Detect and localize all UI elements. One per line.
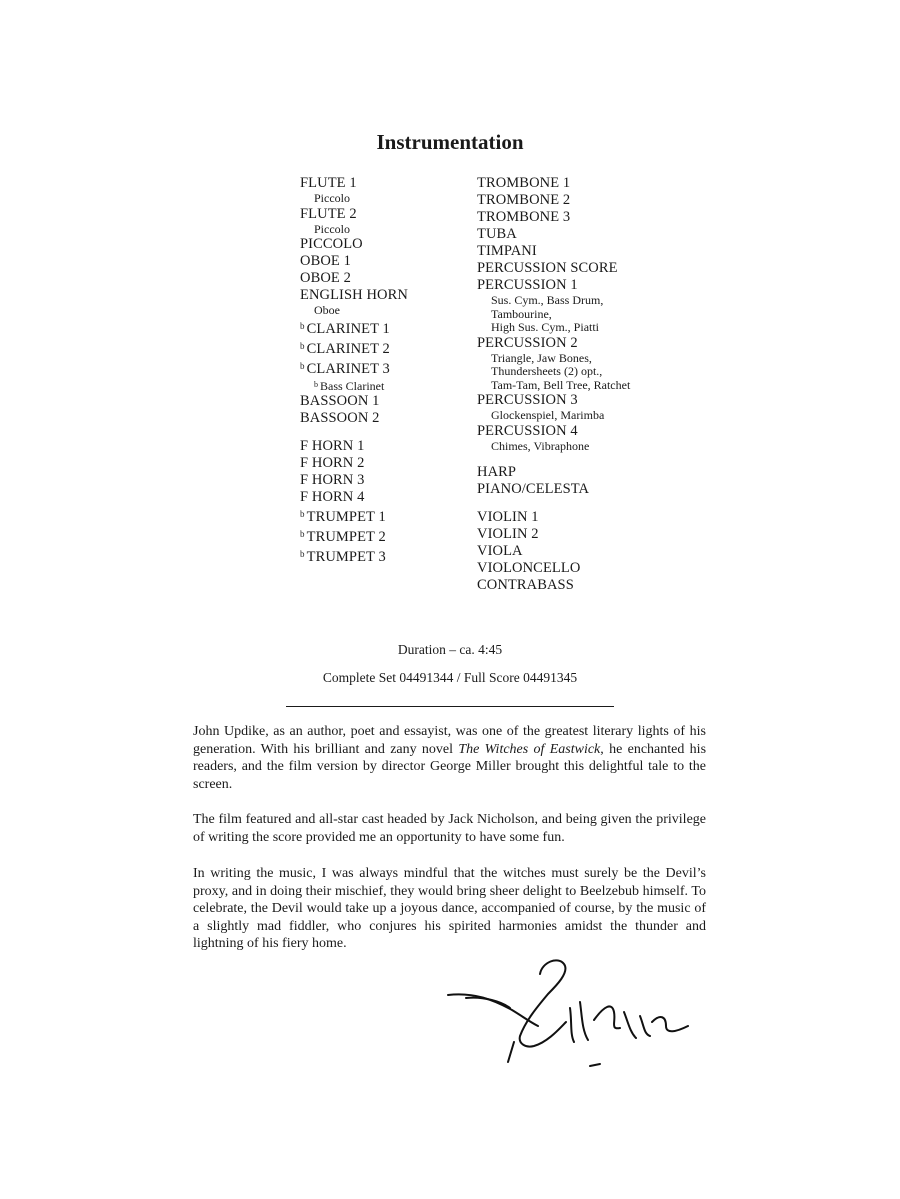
- instrument-entry: [300, 287, 408, 304]
- instrument-label: TROMBONE 2: [477, 192, 571, 208]
- page-title: Instrumentation: [376, 130, 524, 154]
- instrument-label: TROMBONE 3: [477, 209, 571, 225]
- section-gap: [300, 427, 408, 438]
- section-gap: [477, 453, 630, 464]
- signature-stroke: [508, 1042, 514, 1062]
- notes-text: In writing the music, I was always mindful that the witches must surely be the Devil’s proxy, and in doing their mischief, they would bring sheer delight to Beelzebub himself. To celebrate, the Devil would take up a joyous dance, accompanied of course, by the music of a slightly mad fiddler, who conjures his spirited harmonies amidst the thunder and lightning of his fiery home.: [193, 866, 706, 951]
- doubling-label: Chimes, Vibraphone: [491, 438, 590, 453]
- instrument-label: VIOLIN 2: [477, 526, 539, 542]
- instrument-entry: [477, 192, 630, 209]
- doubling-label: Bass Clarinet: [320, 378, 385, 393]
- flat-symbol: b: [300, 360, 305, 371]
- signature-stroke: [570, 1008, 574, 1042]
- instrument-entry: [477, 335, 630, 352]
- notes-paragraph-2: [193, 811, 706, 846]
- instrument-entry: [300, 206, 408, 223]
- instrument-label: VIOLONCELLO: [477, 560, 581, 576]
- instrument-label: F HORN 1: [300, 438, 365, 454]
- instrument-label: TRUMPET 3: [306, 549, 386, 565]
- instrument-label: BASSOON 1: [300, 393, 380, 409]
- doubling-label: Oboe: [314, 303, 340, 317]
- flat-symbol: b: [300, 509, 305, 519]
- instrument-entry: [477, 560, 630, 577]
- instrument-label: PERCUSSION 2: [477, 334, 578, 351]
- instrument-entry: [300, 236, 408, 253]
- instrument-doubling: [477, 365, 630, 379]
- instrument-entry: [477, 277, 630, 294]
- instrument-label: F HORN 3: [300, 472, 365, 488]
- composer-signature: [444, 950, 694, 1075]
- flat-symbol: b: [300, 320, 305, 331]
- instrument-entry: [477, 481, 630, 498]
- instrument-label: PERCUSSION 4: [477, 422, 578, 439]
- instrument-entry: [300, 338, 408, 358]
- instrument-label: F HORN 2: [300, 455, 365, 471]
- instrument-entry: [300, 455, 408, 472]
- instrument-label: CLARINET 1: [306, 320, 390, 337]
- notes-text: John Updike, as an author, poet and essayist, was one of the greatest literary lights of his generation. With his brilliant and zany novel: [193, 724, 706, 757]
- instrument-entry: [300, 526, 408, 546]
- flat-symbol: b: [300, 340, 305, 351]
- duration: Duration – ca. 4:45: [397, 642, 503, 657]
- notes-paragraph-1: [193, 723, 706, 793]
- instrument-list-left: [300, 175, 408, 566]
- instrument-entry: [477, 423, 630, 440]
- instrument-label: TUBA: [477, 226, 517, 242]
- instrument-label: CONTRABASS: [477, 577, 574, 593]
- instrument-label: HARP: [477, 464, 517, 480]
- instrument-entry: [477, 543, 630, 560]
- doubling-label: Tam-Tam, Bell Tree, Ratchet: [491, 377, 631, 392]
- instrument-entry: [477, 577, 630, 594]
- instrument-entry: [300, 270, 408, 287]
- instrument-doubling: [300, 192, 408, 206]
- flat-symbol: b: [314, 379, 318, 389]
- instrument-label: VIOLA: [477, 543, 523, 559]
- instrument-entry: [477, 260, 630, 277]
- doubling-label: Thundersheets (2) opt.,: [491, 364, 603, 378]
- instrument-entry: [477, 464, 630, 481]
- notes-text: , he enchanted his readers, and the film version by director George Miller brought this delightful tale to the screen.: [193, 741, 707, 792]
- instrument-label: BASSOON 2: [300, 410, 380, 426]
- signature-stroke: [594, 1006, 620, 1028]
- instrument-entry: [477, 209, 630, 226]
- signature-stroke: [640, 1016, 650, 1036]
- doubling-label: Glockenspiel, Marimba: [491, 408, 605, 422]
- instrument-entry: [477, 509, 630, 526]
- instrument-entry: [300, 253, 408, 270]
- flat-symbol: b: [300, 549, 305, 559]
- instrument-entry: [300, 506, 408, 526]
- divider: [286, 706, 614, 707]
- instrument-entry: [300, 438, 408, 455]
- instrument-doubling: [300, 223, 408, 237]
- instrument-label: PERCUSSION SCORE: [477, 260, 618, 276]
- instrument-doubling: [300, 304, 408, 318]
- notes-paragraph-3: [193, 865, 706, 953]
- doubling-label: Sus. Cym., Bass Drum,: [491, 293, 604, 307]
- instrument-label: CLARINET 3: [306, 360, 390, 377]
- flat-symbol: b: [300, 529, 305, 539]
- doubling-label: High Sus. Cym., Piatti: [491, 320, 600, 334]
- instrument-doubling: [477, 409, 630, 423]
- instrument-label: PERCUSSION 3: [477, 392, 578, 408]
- instrument-label: OBOE 1: [300, 253, 351, 269]
- instrument-label: TRUMPET 2: [306, 529, 386, 545]
- catalog-numbers: Complete Set 04491344 / Full Score 04491345: [322, 670, 578, 685]
- doubling-label: Triangle, Jaw Bones,: [491, 350, 592, 365]
- instrument-doubling: [477, 308, 630, 322]
- doubling-label: Piccolo: [314, 221, 350, 236]
- instrument-doubling: [300, 378, 408, 394]
- instrument-entry: [300, 318, 408, 338]
- doubling-label: Tambourine,: [491, 306, 552, 321]
- instrument-label: F HORN 4: [300, 489, 365, 505]
- instrument-doubling: [477, 379, 630, 393]
- section-gap: [477, 498, 630, 509]
- instrument-entry: [477, 175, 630, 192]
- instrument-list-right: [477, 175, 630, 594]
- instrument-label: TIMPANI: [477, 243, 537, 259]
- signature-stroke: [520, 960, 566, 1046]
- instrument-entry: [477, 526, 630, 543]
- doubling-label: Piccolo: [314, 191, 350, 205]
- instrument-label: FLUTE 2: [300, 205, 357, 222]
- instrument-label: PIANO/CELESTA: [477, 481, 590, 497]
- instrument-doubling: [477, 440, 630, 454]
- notes-text: The film featured and all-star cast headed by Jack Nicholson, and being given the privilege of writing the score provided me an opportunity to have some fun.: [193, 812, 706, 845]
- instrument-label: VIOLIN 1: [477, 509, 539, 525]
- instrument-entry: [300, 393, 408, 410]
- instrument-entry: [300, 472, 408, 489]
- instrument-doubling: [477, 294, 630, 308]
- instrument-entry: [477, 392, 630, 409]
- signature-stroke: [580, 1002, 588, 1040]
- signature-stroke: [652, 1017, 688, 1031]
- instrument-label: CLARINET 2: [306, 340, 390, 357]
- signature-stroke: [448, 994, 538, 1026]
- instrument-entry: [300, 410, 408, 427]
- instrument-label: FLUTE 1: [300, 175, 357, 191]
- instrument-entry: [477, 226, 630, 243]
- instrument-label: PERCUSSION 1: [477, 277, 578, 293]
- signature-stroke: [590, 1064, 600, 1066]
- novel-title: The Witches of Eastwick: [458, 741, 601, 757]
- signature-stroke: [624, 1012, 636, 1038]
- instrument-label: TRUMPET 1: [306, 509, 386, 525]
- instrument-entry: [300, 489, 408, 506]
- instrument-label: PICCOLO: [300, 236, 363, 252]
- instrument-label: ENGLISH HORN: [300, 287, 408, 303]
- instrument-entry: [300, 358, 408, 378]
- instrument-entry: [300, 546, 408, 566]
- instrument-label: OBOE 2: [300, 270, 351, 286]
- instrument-doubling: [477, 352, 630, 366]
- instrument-entry: [477, 243, 630, 260]
- instrument-entry: [300, 175, 408, 192]
- instrument-label: TROMBONE 1: [477, 175, 571, 191]
- instrument-doubling: [477, 321, 630, 335]
